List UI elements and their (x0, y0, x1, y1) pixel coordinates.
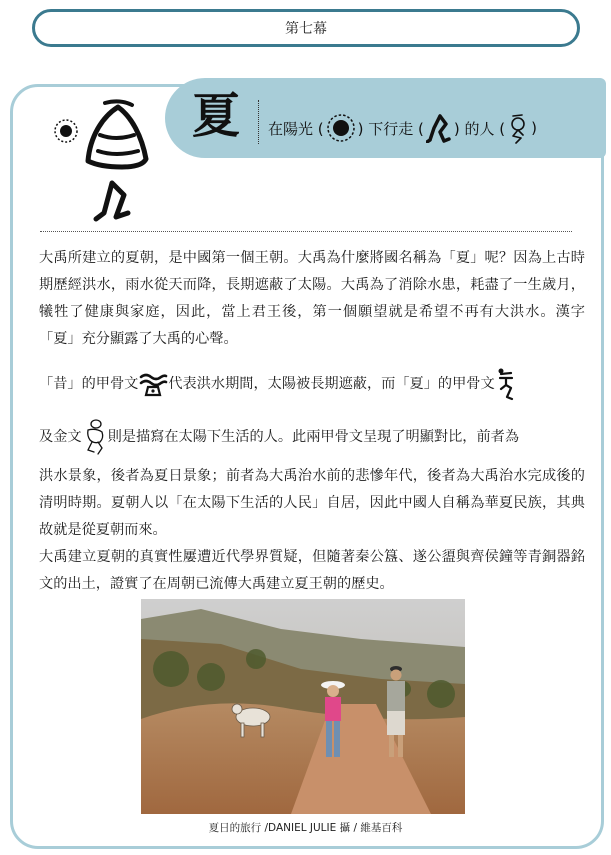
phrase-part-4: ) (531, 119, 537, 137)
phrase-part-1: 在陽光 ( (268, 119, 324, 138)
person-glyph-icon (507, 112, 529, 144)
flood-glyph-icon (138, 371, 168, 397)
header-divider (258, 100, 259, 144)
paragraph-2 (39, 367, 585, 401)
phrase-part-2: ) 下行走 ( (357, 119, 424, 138)
travel-photo (141, 599, 465, 814)
photo-caption: 夏日的旅行 /DANIEL JULIE 攝 / 維基百科 (208, 822, 403, 834)
sun-glyph-icon (326, 113, 356, 143)
header-phrase (268, 110, 537, 146)
oracle-xia-small-glyph-icon (495, 367, 517, 401)
bronze-xia-glyph-icon (82, 418, 108, 456)
paragraph-1: 大禹所建立的夏朝，是中國第一個王朝。大禹為什麼將國名稱為「夏」呢？因為上古時期歷經洪水，雨水從天而降，長期遮蔽了太陽。大禹為了消除水患，耗盡了一生歲月，犧牲了健康與家庭，因此，當上君王後，第一個願望就是希望不再有大洪水。漢字「夏」充分顯露了大禹的心聲。 (39, 250, 585, 347)
phrase-part-3: ) 的人 ( (453, 119, 506, 138)
paragraph-3 (39, 418, 585, 456)
p3-text-1: 及金文 (39, 429, 82, 445)
p3-text-2: 則是描寫在太陽下生活的人。此兩甲骨文呈現了明顯對比，前者為 (107, 429, 520, 445)
paragraph-5: 大禹建立夏朝的真實性屢遭近代學界質疑，但隨著秦公簋、遂公盨與齊侯鐘等青銅器銘文的出土，證實了在周朝已流傳大禹建立夏王朝的歷史。 (39, 549, 585, 592)
p2-text-2: 代表洪水期間，太陽被長期遮蔽，而「夏」的甲骨文 (168, 376, 495, 392)
divider-rule (40, 231, 572, 232)
chapter-banner (32, 9, 580, 47)
oracle-xia-glyph-icon (50, 95, 160, 229)
paragraph-4: 洪水景象，後者為夏日景象；前者為大禹治水前的悲慘年代，後者為大禹治水完成後的清明時期。夏朝人以「在太陽下生活的人民」自居，因此中國人自稱為華夏民族，其典故就是從夏朝而來。 (39, 468, 585, 538)
walking-legs-glyph-icon (426, 113, 452, 143)
header-character: 夏 (192, 88, 241, 144)
chapter-label: 第七幕 (285, 21, 327, 37)
p2-text-1: 「昔」的甲骨文 (39, 376, 139, 392)
